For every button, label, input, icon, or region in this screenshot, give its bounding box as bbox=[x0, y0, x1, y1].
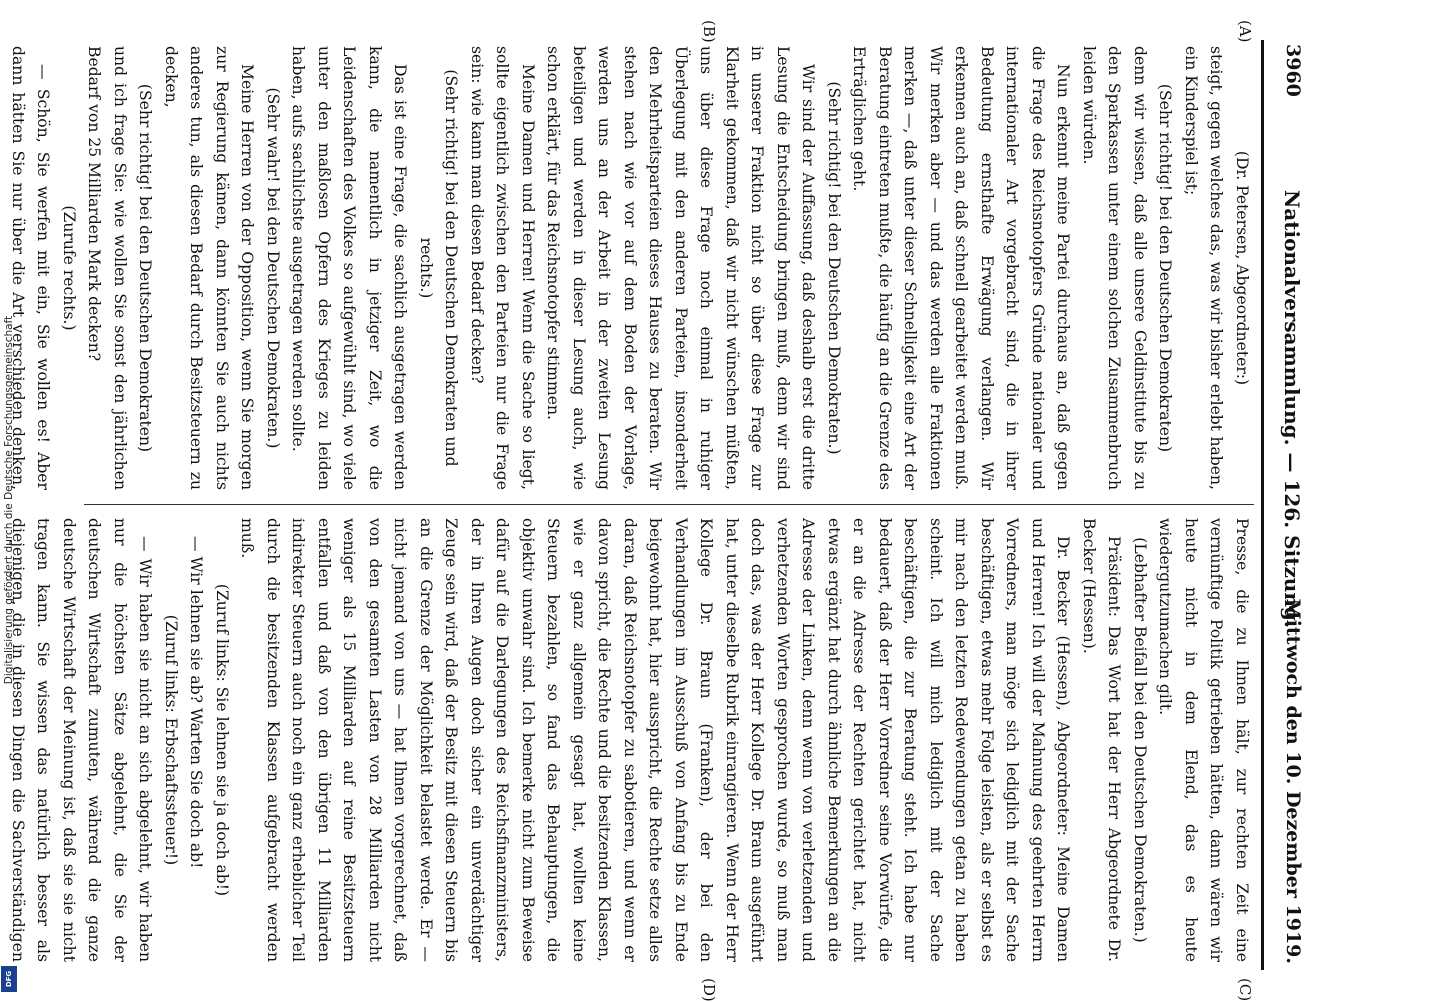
paragraph: steigt, gegen welches das, was wir bisher erlebt haben, ein Kinderspiel ist; bbox=[1182, 46, 1226, 490]
margin-marker-b: (B) bbox=[700, 20, 718, 43]
margin-marker-a: (A) bbox=[1236, 20, 1254, 43]
interjection: (Sehr wahr! bei den Deutschen Demokraten.) bbox=[264, 87, 282, 449]
paragraph: — Wir lehnen sie ab? Warten Sie doch ab! bbox=[187, 536, 206, 869]
speaker-note: (Dr. Petersen, Abgeordneter:) bbox=[1233, 150, 1251, 386]
paragraph: Meine Damen und Herren! Wenn die Sache so liegt, sollte eigentlich zwischen den Parteien nur die Frage sein: wie kann man diesen Bedarf decken? bbox=[468, 46, 537, 490]
paragraph: — Schön, Sie werfen mit ein, Sie wollen es! Aber dann hätten Sie nur über die Art verschieden denken, bbox=[9, 46, 53, 490]
interjection: (Sehr richtig! bei den Deutschen Demokraten) bbox=[136, 83, 155, 453]
credit-text: Digitalisierung gefördert durch die Deutsche Forschungsgemeinschaft bbox=[3, 315, 15, 685]
dfg-logo bbox=[1, 966, 17, 992]
interjection: (Zuruf links: Erbschaftssteuer!) bbox=[162, 614, 180, 866]
dfg-logo-text: DFG bbox=[5, 970, 13, 988]
right-column bbox=[9, 518, 1254, 962]
page-title: Nationalversammlung. — 126. Sitzung. bbox=[1280, 190, 1304, 628]
paragraph: Meine Herren von der Opposition, wenn Sie morgen zur Regierung kämen, dann könnten Sie auch nichts anderes tun, als diesen Bedarf durch Besitzsteuern zu decken, bbox=[162, 46, 257, 490]
page-date: Mittwoch den 10. Dezember 1919. bbox=[1282, 598, 1304, 964]
interjection: (Sehr richtig! bei den Deutschen Demokraten und rechts.) bbox=[417, 69, 461, 467]
paragraph: Das ist eine Frage, die sachlich ausgetragen werden kann, die namentlich in jetziger Zeit, wo die Leidenschaften des Volkes so aufgewühlt sind, wo viele unter den maßlosen Opfern des Krieges zu leiden haben, aufs sachlichste ausgetragen werden sollte. bbox=[289, 46, 410, 490]
paragraph: Presse, die zu Ihnen hält, zur rechten Zeit eine vernünftige Politik getrieben hätten, dann wären wir heute nicht in dem Elend, das es heute wiedergutzumachen gilt. bbox=[1156, 518, 1251, 962]
paragraph: Nun erkennt meine Partei durchaus an, daß gegen die Frage des Reichsnotopfers Gründe nationaler und internationaler Art vorgebracht sind, die in ihrer Bedeutung ernsthafte Erwägung verlangen. Wir erkennen auch an, daß schnell gearbeitet werden muß. Wir merken aber — und das werden alle Fraktionen merken —, daß unter dieser Schnelligkeit eine Art der Beratung eintreten mußte, die häufig an die Grenze des Erträglichen geht. bbox=[850, 46, 1073, 490]
interjection: (Zuruf links: Sie lehnen sie ja doch ab!) bbox=[213, 583, 231, 897]
interjection: (Zurufe rechts.) bbox=[60, 205, 78, 331]
president-statement: Präsident: Das Wort hat der Herr Abgeordnete Dr. Becker (Hessen). bbox=[1080, 518, 1124, 962]
page-header bbox=[1261, 40, 1310, 970]
paragraph: und ich frage Sie: wie wollen Sie sonst den jährlichen Bedarf von 25 Milliarden Mark decken? bbox=[85, 46, 129, 490]
paragraph: denn wir wissen, daß alle unsere Geldinstitute bis zu den Sparkassen unter einem solchen Zusammenbruch leiden würden. bbox=[1080, 46, 1149, 490]
page-number: 3960 bbox=[1282, 44, 1304, 97]
margin-marker-d: (D) bbox=[700, 978, 718, 1002]
interjection: (Sehr richtig! bei den Deutschen Demokraten.) bbox=[825, 81, 843, 455]
paragraph: Wir sind der Auffassung, daß deshalb erst die dritte Lesung die Entscheidung bringen muß, denn wir sind in unserer Fraktion nicht so über diese Frage zur Klarheit gekommen, daß wir nicht wünschen müßten, uns über diese Frage noch einmal in ruhiger Überlegung mit den anderen Parteien, insonderheit den Mehrheitsparteien dieses Hauses zu beraten. Wir stehen nach wie vor auf dem Boden der Vorlage, werden uns an der Arbeit in der zweiten Lesung beteiligen und werden in dieser Lesung auch, wie schon erklärt, für das Reichsnotopfer stimmen. bbox=[544, 46, 818, 490]
margin-marker-c: (C) bbox=[1236, 978, 1254, 1002]
interjection: (Lebhafter Beifall bei den Deutschen Demokraten.) bbox=[1131, 537, 1149, 943]
paragraph: Dr. Becker (Hessen), Abgeordneter: Meine Damen und Herren! Ich will der Mahnung des geehrten Herrn Vorredners, man möge sich lediglich mit der Sache beschäftigen, etwas mehr Folge leisten, als er selbst es mir nach den letzten Redewendungen getan zu haben scheint. Ich will mich lediglich mit der Sache beschäftigen, die zur Beratung steht. Ich habe nur bedauert, daß der Herr Vorredner seine Vorwürfe, die er an die Adresse der Rechten gerichtet hat, nicht etwas ergänzt hat durch ähnliche Bemerkungen an die Adresse der Linken, denn wenn von verletzenden und verhetzenden Worten gesprochen wurde, so muß man doch das, was der Herr Kollege Dr. Braun ausgeführt hat, unter dieselbe Rubrik einrangieren. Wenn der Herr Kollege Dr. Braun (Franken), der bei den Verhandlungen im Ausschuß von Anfang bis zu Ende beigewohnt hat, hier ausspricht, die Rechte setze alles daran, daß Reichsnotopfer zu sabotieren, und wenn er davon spricht, die Rechte und die besitzenden Klassen, wie er ganz allgemein gesagt hat, wollten keine Steuern bezahlen, so fand das Behauptungen, die objektiv unwahr sind. Ich bemerke nicht zum Beweise dafür auf die Darlegungen des Reichsfinanzministers, der in Ihren Augen doch sicher ein unverdächtiger Zeuge sein wird, daß der Besitz mit diesen Steuern bis an die Grenze der Möglichkeit belastet werde. Er — nicht jemand von uns — hat Ihnen vorgerechnet, daß von den gesamten Lasten von 28 Milliarden nicht weniger als 15 Milliarden auf reine Besitzsteuern entfallen und daß von den übrigen 11 Milliarden indirekter Steuern auch noch ein ganz erheblicher Teil durch die besitzenden Klassen aufgebracht werden muß. bbox=[238, 518, 1073, 962]
paragraph: — Wir haben sie nicht an sich abgelehnt, wir haben nur die höchsten Sätze abgelehnt, die Sie der deutschen Wirtschaft zumuten, während die ganze deutsche Wirtschaft der Meinung ist, daß sie sie nicht tragen kann. Sie wissen das natürlich besser als diejenigen, die in diesen Dingen die Sachverständigen bbox=[9, 518, 155, 962]
left-column bbox=[9, 46, 1254, 490]
column-divider bbox=[84, 504, 1254, 505]
interjection: (Sehr richtig! bei den Deutschen Demokraten) bbox=[1156, 83, 1175, 453]
